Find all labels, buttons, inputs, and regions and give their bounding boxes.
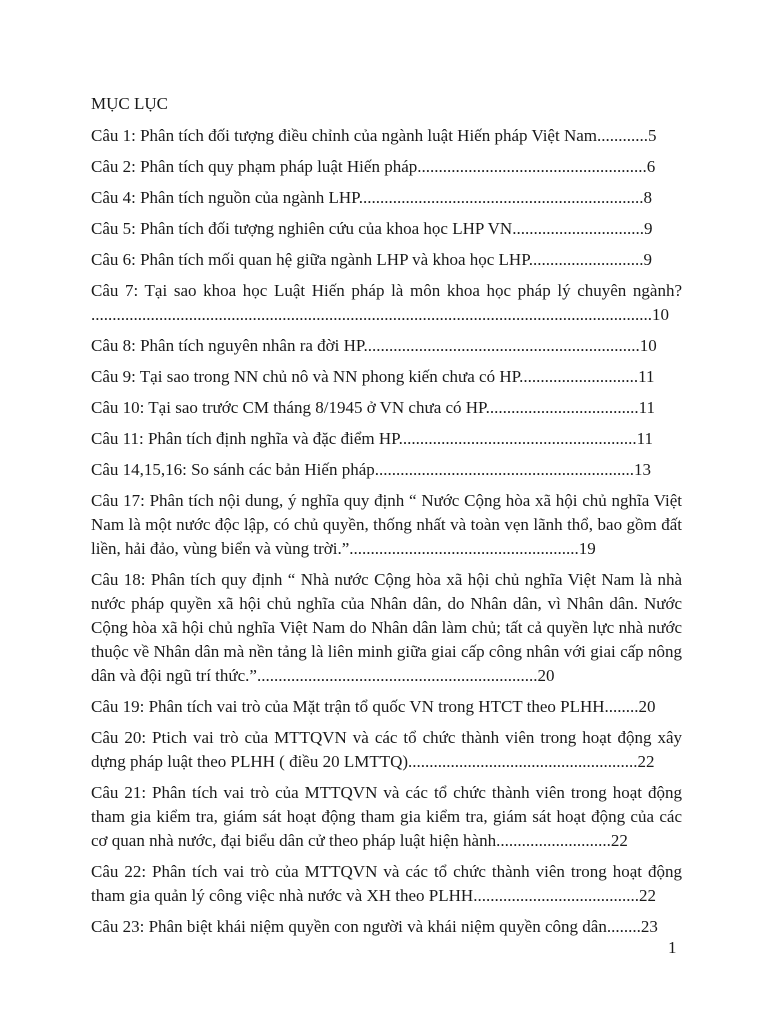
toc-entry-text: Câu 20: Ptich vai trò của MTTQVN và các tổ chức thành viên trong hoạt động xây dựng pháp luật theo PLHH ( điều 20 LMTTQ)......................................................22 bbox=[91, 728, 682, 771]
toc-entry-text: Câu 23: Phân biệt khái niệm quyền con người và khái niệm quyền công dân........23 bbox=[91, 917, 658, 936]
toc-entry-text: Câu 22: Phân tích vai trò của MTTQVN và các tổ chức thành viên trong hoạt động tham gia quản lý công việc nhà nước và XH theo PLHH.......................................22 bbox=[91, 862, 682, 905]
toc-entry-text: Câu 6: Phân tích mối quan hệ giữa ngành LHP và khoa học LHP...........................9 bbox=[91, 250, 653, 269]
toc-entry-text: Câu 14,15,16: So sánh các bản Hiến pháp.............................................................13 bbox=[91, 460, 651, 479]
toc-title: MỤC LỤC bbox=[91, 94, 168, 113]
toc-entry-text: Câu 1: Phân tích đối tượng điều chỉnh của ngành luật Hiến pháp Việt Nam............5 bbox=[91, 126, 657, 145]
toc-entry[interactable] bbox=[91, 124, 682, 148]
toc-entry-text: Câu 11: Phân tích định nghĩa và đặc điểm HP........................................................11 bbox=[91, 429, 654, 448]
toc-entry[interactable] bbox=[91, 726, 682, 774]
toc-entry[interactable] bbox=[91, 489, 682, 561]
toc-entry-text: Câu 21: Phân tích vai trò của MTTQVN và các tổ chức thành viên trong hoạt động tham gia kiểm tra, giám sát hoạt động tham gia kiểm tra, giám sát hoạt động của các cơ quan nhà nước, đại biểu dân cử theo pháp luật hiện hành...........................22 bbox=[91, 783, 682, 850]
page-number: 1 bbox=[668, 938, 677, 957]
toc-entry-text: Câu 9: Tại sao trong NN chủ nô và NN phong kiến chưa có HP............................11 bbox=[91, 367, 655, 386]
toc-entry-text: Câu 19: Phân tích vai trò của Mặt trận tổ quốc VN trong HTCT theo PLHH........20 bbox=[91, 697, 656, 716]
toc-entry[interactable] bbox=[91, 915, 682, 939]
toc-entry-text: Câu 2: Phân tích quy phạm pháp luật Hiến pháp......................................................6 bbox=[91, 157, 656, 176]
toc-entry[interactable] bbox=[91, 365, 682, 389]
toc-entry[interactable] bbox=[91, 781, 682, 853]
toc-entry-text: Câu 18: Phân tích quy định “ Nhà nước Cộng hòa xã hội chủ nghĩa Việt Nam là nhà nước pháp quyền xã hội chủ nghĩa của Nhân dân, do Nhân dân, vì Nhân dân. Nước Cộng hòa xã hội chủ nghĩa Việt Nam do Nhân dân làm chủ; tất cả quyền lực nhà nước thuộc về Nhân dân mà nền tảng là liên minh giữa giai cấp công nhân với giai cấp nông dân và đội ngũ trí thức.”..................................................................20 bbox=[91, 570, 682, 685]
toc-entry[interactable] bbox=[91, 860, 682, 908]
toc-entry-text: Câu 17: Phân tích nội dung, ý nghĩa quy định “ Nước Cộng hòa xã hội chủ nghĩa Việt Nam là một nước độc lập, có chủ quyền, thống nhất và toàn vẹn lãnh thổ, bao gồm đất liền, hải đảo, vùng biển và vùng trời.”......................................................19 bbox=[91, 491, 682, 558]
toc-entry[interactable] bbox=[91, 248, 682, 272]
toc-entry-text: Câu 7: Tại sao khoa học Luật Hiến pháp là môn khoa học pháp lý chuyên ngành? ....................................................................................................................................10 bbox=[91, 281, 682, 324]
toc-entry[interactable] bbox=[91, 155, 682, 179]
toc-entry[interactable] bbox=[91, 695, 682, 719]
toc-entry[interactable] bbox=[91, 217, 682, 241]
toc-entry[interactable] bbox=[91, 568, 682, 688]
toc-entry-text: Câu 8: Phân tích nguyên nhân ra đời HP.................................................................10 bbox=[91, 336, 657, 355]
toc-entry[interactable] bbox=[91, 279, 682, 327]
toc-entry-text: Câu 5: Phân tích đối tượng nghiên cứu của khoa học LHP VN...............................9 bbox=[91, 219, 653, 238]
toc-entry-text: Câu 4: Phân tích nguồn của ngành LHP...................................................................8 bbox=[91, 188, 652, 207]
toc-entry[interactable] bbox=[91, 427, 682, 451]
toc-entry-text: Câu 10: Tại sao trước CM tháng 8/1945 ở VN chưa có HP....................................11 bbox=[91, 398, 655, 417]
toc-list bbox=[91, 124, 682, 946]
toc-entry[interactable] bbox=[91, 186, 682, 210]
toc-entry[interactable] bbox=[91, 396, 682, 420]
toc-entry[interactable] bbox=[91, 458, 682, 482]
toc-entry[interactable] bbox=[91, 334, 682, 358]
